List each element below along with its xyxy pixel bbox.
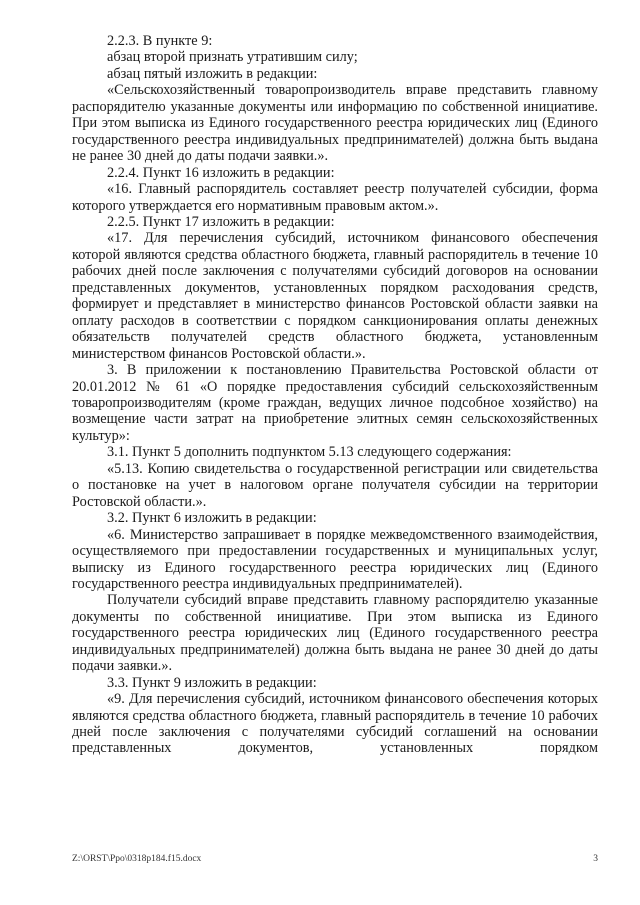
paragraph: абзац пятый изложить в редакции: [107,65,318,82]
paragraph: «5.13. Копию свидетельства о государственной регистрации или свидетельства о постановке на учет в налоговом органе получателя субсидии на территории Ростовской области.». [72,460,598,510]
paragraph: 3.1. Пункт 5 дополнить подпунктом 5.13 следующего содержания: [107,444,512,461]
paragraph: 3. В приложении к постановлению Правительства Ростовской области от 20.01.2012 № 61 «О порядке предоставления субсидий сельскохозяйственным товаропроизводителям (кроме граждан, ведущих личное подсобное хозяйство) на возмещение части затрат на приобретение элитных семян сельскохозяйственных культур»: [72,362,598,444]
paragraph: «9. Для перечисления субсидий, источником финансового обеспечения которых являются средства областного бюджета, главный распорядитель в течение 10 рабочих дней после заключения с получателями субсидий соглашений на основании представленных документов, установленных порядком [72,691,598,757]
paragraph: «6. Министерство запрашивает в порядке межведомственного взаимодействия, осуществляемого при предоставлении государственных и муниципальных услуг, выписку из Единого государственного реестра юридических лиц (Единого государственного реестра индивидуальных предпринимателей). [72,526,598,592]
paragraph: Получатели субсидий вправе представить главному распорядителю указанные документы по собственной инициативе. При этом выписка из Единого государственного реестра юридических лиц (Единого государственного реестра индивидуальных предпринимателей) должна быть выдана не ранее 30 дней до даты подачи заявки.». [72,592,598,675]
page-number: 3 [593,854,598,864]
paragraph: 3.2. Пункт 6 изложить в редакции: [107,510,317,527]
paragraph: 2.2.5. Пункт 17 изложить в редакции: [107,213,335,230]
document-body [72,33,598,757]
paragraph: «Сельскохозяйственный товаропроизводитель вправе представить главному распорядителю указанные документы или информацию по собственной инициативе. При этом выписка из Единого государственного реестра юридических лиц (Единого государственного реестра индивидуальных предпринимателей) должна быть выдана не ранее 30 дней до даты подачи заявки.». [72,82,598,165]
paragraph: 2.2.3. В пункте 9: [107,33,213,49]
paragraph: 3.3. Пункт 9 изложить в редакции: [107,674,317,691]
footer-file-path: Z:\ORST\Ppo\0318p184.f15.docx [72,854,202,864]
paragraph: 2.2.4. Пункт 16 изложить в редакции: [107,164,335,181]
paragraph: «16. Главный распорядитель составляет реестр получателей субсидии, форма которого утверждается его нормативным правовым актом.». [72,181,598,214]
paragraph: «17. Для перечисления субсидий, источником финансового обеспечения которой являются средства областного бюджета, главный распорядитель в течение 10 рабочих дней после заключения с получателями субсидий договоров на основании представленных документов, установленных порядком расходования средств, формирует и представляет в министерство финансов Ростовской области заявки на оплату расходов в соответствии с порядком санкционирования оплаты денежных обязательств получателей средств областного бюджета, установленным министерством финансов Ростовской области.». [72,230,598,362]
paragraph: абзац второй признать утратившим силу; [107,49,358,66]
